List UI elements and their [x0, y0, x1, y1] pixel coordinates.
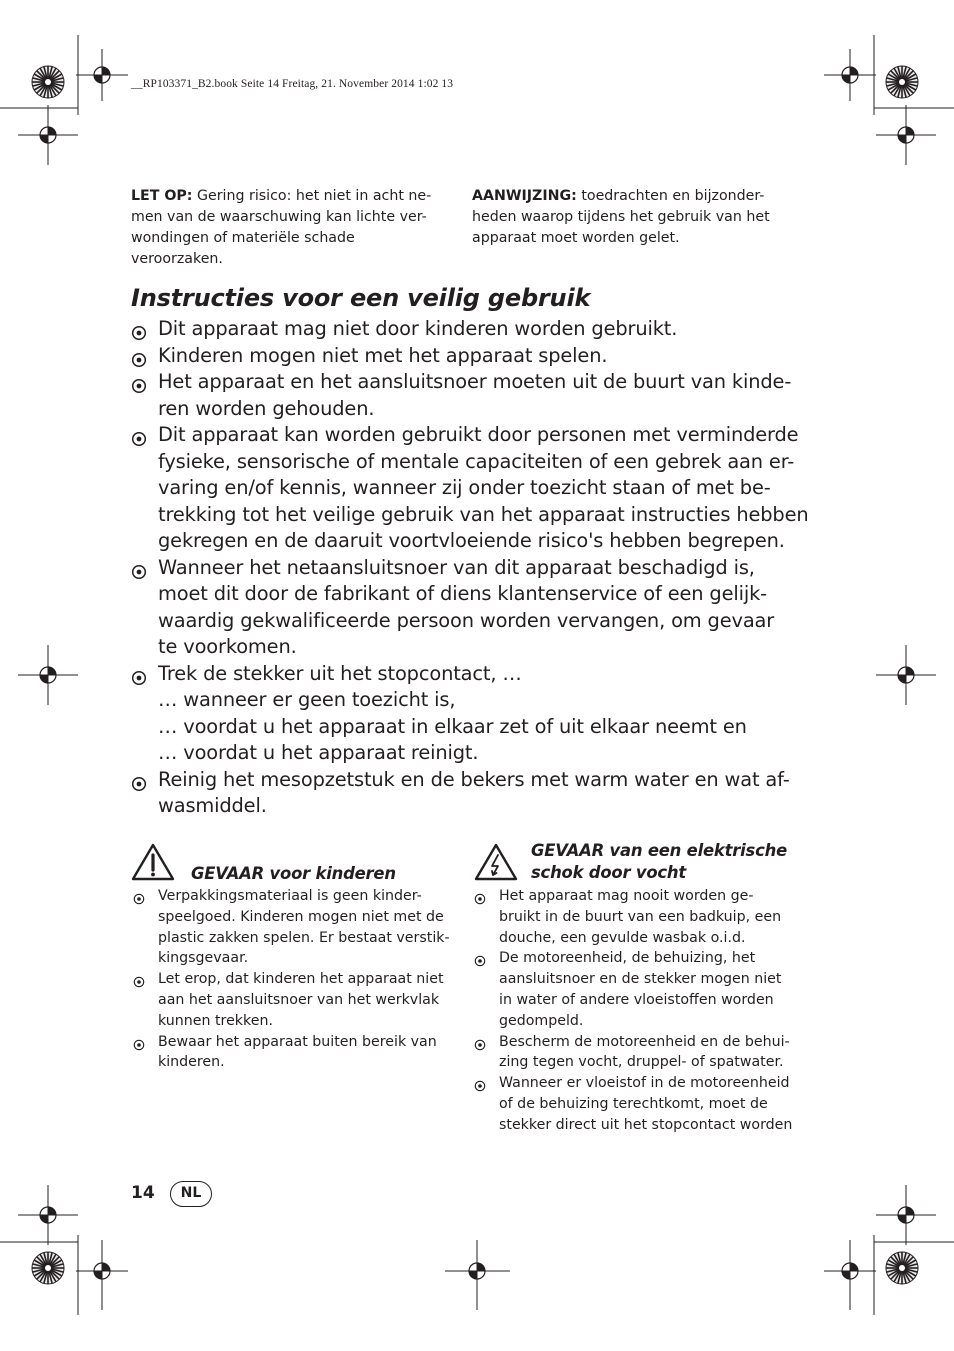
list-item: Verpakkingsmateriaal is geen kinder- speelgoed. Kinderen mogen niet met de plastic zakken spelen. Er bestaat verstik- kingsgevaar. — [131, 886, 450, 969]
registration-target-icon — [824, 49, 876, 101]
registration-target-icon — [18, 645, 78, 705]
list-item: Dit apparaat kan worden gebruikt door personen met verminderde fysieke, sensorische of mentale capaciteiten of een gebrek aan er- varing en/of kennis, wanneer zij onder toezicht staan of met be- trekking tot het veilige gebruik van het apparaat instructies hebben gekregen en de daaruit voortvloeiende risico's hebben begrepen. — [131, 422, 811, 555]
list-item: Reinig het mesopzetstuk en de bekers met warm water en wat af- wasmiddel. — [131, 767, 811, 820]
registration-target-icon — [18, 1185, 78, 1245]
circle-bullet-icon — [131, 561, 147, 588]
aanwijzing-line: apparaat moet worden gelet. — [472, 230, 680, 246]
list-item: Het apparaat en het aansluitsnoer moeten uit de buurt van kinde- ren worden gehouden. — [131, 369, 811, 422]
color-bar-starburst-icon — [32, 1252, 64, 1284]
warning-electric-list — [472, 886, 792, 1136]
warning-electric-title-line: schok door vocht — [531, 863, 687, 882]
list-item: Wanneer er vloeistof in de motoreenheid of de behuizing terechtkomt, moet de stekker direct uit het stopcontact worden — [472, 1073, 792, 1135]
registration-target-icon — [876, 645, 936, 705]
warning-children-list — [131, 886, 450, 1073]
circle-bullet-icon — [133, 1037, 145, 1058]
list-item: Bescherm de motoreenheid en de behui- zing tegen vocht, druppel- of spatwater. — [472, 1032, 792, 1074]
list-item: Let erop, dat kinderen het apparaat niet aan het aansluitsnoer van het werkvlak kunnen trekken. — [131, 969, 450, 1031]
safety-instructions-list — [131, 316, 811, 820]
registration-target-icon — [18, 105, 78, 165]
circle-bullet-icon — [474, 1037, 486, 1058]
aanwijzing-label: AANWIJZING: — [472, 188, 577, 204]
let-op-line: men van de waarschuwing kan lichte ver- — [131, 209, 427, 225]
let-op-note — [131, 186, 451, 270]
electric-shock-warning-icon — [474, 843, 518, 881]
list-item: Kinderen mogen niet met het apparaat spelen. — [131, 343, 811, 370]
list-item: Het apparaat mag nooit worden ge- bruikt in de buurt van een badkuip, een douche, een gevulde wasbak o.i.d. — [472, 886, 792, 948]
circle-bullet-icon — [131, 773, 147, 800]
section-title: Instructies voor een veilig gebruik — [131, 284, 591, 312]
circle-bullet-icon — [474, 953, 486, 974]
circle-bullet-icon — [133, 891, 145, 912]
color-bar-starburst-icon — [32, 66, 64, 98]
let-op-line: Gering risico: het niet in acht ne- — [192, 188, 432, 204]
page-number: 14 — [131, 1183, 155, 1203]
aanwijzing-line: heden waarop tijdens het gebruik van het — [472, 209, 770, 225]
warning-children-title: GEVAAR voor kinderen — [191, 864, 396, 883]
color-bar-starburst-icon — [886, 66, 918, 98]
registration-target-icon — [76, 49, 128, 101]
circle-bullet-icon — [131, 667, 147, 694]
warning-triangle-icon — [131, 843, 175, 881]
circle-bullet-icon — [133, 974, 145, 995]
aanwijzing-note — [472, 186, 802, 249]
color-bar-starburst-icon — [886, 1252, 918, 1284]
aanwijzing-line: toedrachten en bijzonder- — [576, 188, 765, 204]
language-badge: NL — [170, 1181, 212, 1207]
circle-bullet-icon — [474, 891, 486, 912]
warning-electric-title — [531, 840, 787, 884]
list-item: De motoreenheid, de behuizing, het aansluitsnoer en de stekker mogen niet in water of andere vloeistoffen worden gedompeld. — [472, 948, 792, 1031]
registration-target-icon — [876, 105, 936, 165]
circle-bullet-icon — [131, 428, 147, 455]
let-op-label: LET OP: — [131, 188, 193, 204]
list-item: Bewaar het apparaat buiten bereik van kinderen. — [131, 1032, 450, 1074]
list-item: Trek de stekker uit het stopcontact, … … wanneer er geen toezicht is, … voordat u het apparaat in elkaar zet of uit elkaar neemt en … voordat u het apparaat reinigt. — [131, 661, 811, 767]
circle-bullet-icon — [474, 1078, 486, 1099]
registration-target-icon — [876, 1185, 936, 1245]
let-op-line: wondingen of materiële schade — [131, 230, 355, 246]
let-op-line: veroorzaken. — [131, 251, 223, 267]
list-item: Dit apparaat mag niet door kinderen worden gebruikt. — [131, 316, 811, 343]
list-item: Wanneer het netaansluitsnoer van dit apparaat beschadigd is, moet dit door de fabrikant of diens klantenservice of een gelijk- waardig gekwalificeerde persoon worden vervangen, om gevaar te voorkomen. — [131, 555, 811, 661]
warning-electric-title-line: GEVAAR van een elektrische — [531, 841, 787, 860]
circle-bullet-icon — [131, 375, 147, 402]
print-slug-line: __RP103371_B2.book Seite 14 Freitag, 21. November 2014 1:02 13 — [131, 78, 454, 90]
